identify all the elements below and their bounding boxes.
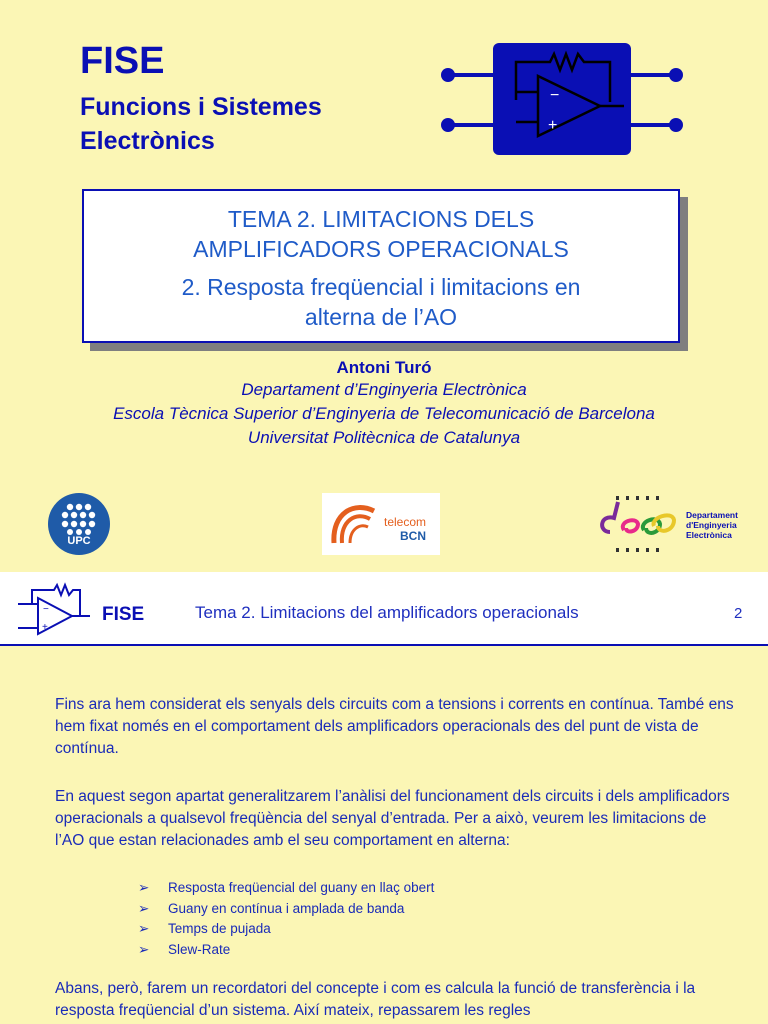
opamp-small-icon [10,582,100,642]
list-item-text: Guany en contínua i amplada de banda [168,900,405,916]
affiliation-department: Departament d’Enginyeria Electrònica [241,380,527,399]
telecom-swirl-icon [324,493,384,555]
page-number: 2 [734,605,743,622]
slide-2 [0,572,768,1024]
list-item-text: Slew-Rate [168,941,231,957]
arrow-bullet-icon: ➢ [138,941,150,957]
title-box-line-2: AMPLIFICADORS OPERACIONALS [193,236,569,262]
upc-logo [48,493,110,555]
list-item-text: Resposta freqüencial del guany en llaç obert [168,880,435,895]
subtitle-line-2: Electrònics [80,127,215,155]
upc-logo-label: UPC [67,535,91,547]
dee-logo-text [686,510,738,540]
telecom-bcn: BCN [400,529,426,543]
list-item-text: Temps de pujada [168,921,271,936]
arrow-bullet-icon: ➢ [138,900,150,916]
subtitle-line-1: Funcions i Sistemes [80,93,322,121]
dee-line-3: Electrònica [686,530,732,540]
title-box-heading [84,204,678,264]
bullet-list [138,878,434,960]
arrow-bullet-icon: ➢ [138,921,150,936]
arrow-bullet-icon: ➢ [138,880,150,895]
dee-line-1: Departament [686,510,738,520]
title-box [82,189,680,343]
author-name: Antoni Turó [336,358,432,377]
svg-text:−: − [550,87,560,104]
telecom-word: telecom [384,515,427,529]
slide-subtitle [80,90,322,158]
list-item [138,878,434,899]
affiliation-university: Universitat Politècnica de Catalunya [247,428,521,447]
opamp-logo-icon [438,40,688,162]
svg-text:−: − [43,604,49,615]
header-fise: FISE [102,604,145,625]
svg-text:+: + [548,117,558,134]
title-box-line-3: 2. Resposta freqüencial i limitacions en [181,274,581,300]
slide-header [0,572,768,644]
header-title: Tema 2. Limitacions del amplificadors operacionals [195,603,579,622]
dee-logo [596,492,746,556]
paragraph-1: Fins ara hem considerat els senyals dels circuits com a tensions i corrents en contínua. També ens hem fixat només en el comportament dels amplificadors operacionals des del punt de vista de contínua. [55,696,734,757]
title-box-line-4: alterna de l’AO [304,304,458,330]
dee-letters-icon [596,492,684,556]
telecom-bcn-logo [322,493,440,555]
list-item [138,919,434,940]
list-item [138,899,434,920]
paragraph-2: En aquest segon apartat generalitzarem l’anàlisi del funcionament dels circuits i dels amplificadors operacionals a qualsevol freqüència del senyal d’entrada. Per a això, veurem les limitacions de l’AO que estan relacionades amb el seu comportament en alterna: [55,788,730,849]
affiliation-school: Escola Tècnica Superior d’Enginyeria de Telecomunicació de Barcelona [113,404,655,423]
title-box-subheading [84,272,678,332]
header-divider [0,644,768,646]
paragraph-3: Abans, però, farem un recordatori del concepte i com es calcula la funció de transferència i la resposta freqüencial d’un sistema. Així mateix, repassarem les regles [55,980,696,1019]
dee-line-2: d'Enginyeria [686,520,737,530]
title-box-line-1: TEMA 2. LIMITACIONS DELS [227,206,535,232]
svg-text:+: + [42,622,48,633]
list-item [138,940,434,961]
slide-title: FISE [80,40,165,82]
